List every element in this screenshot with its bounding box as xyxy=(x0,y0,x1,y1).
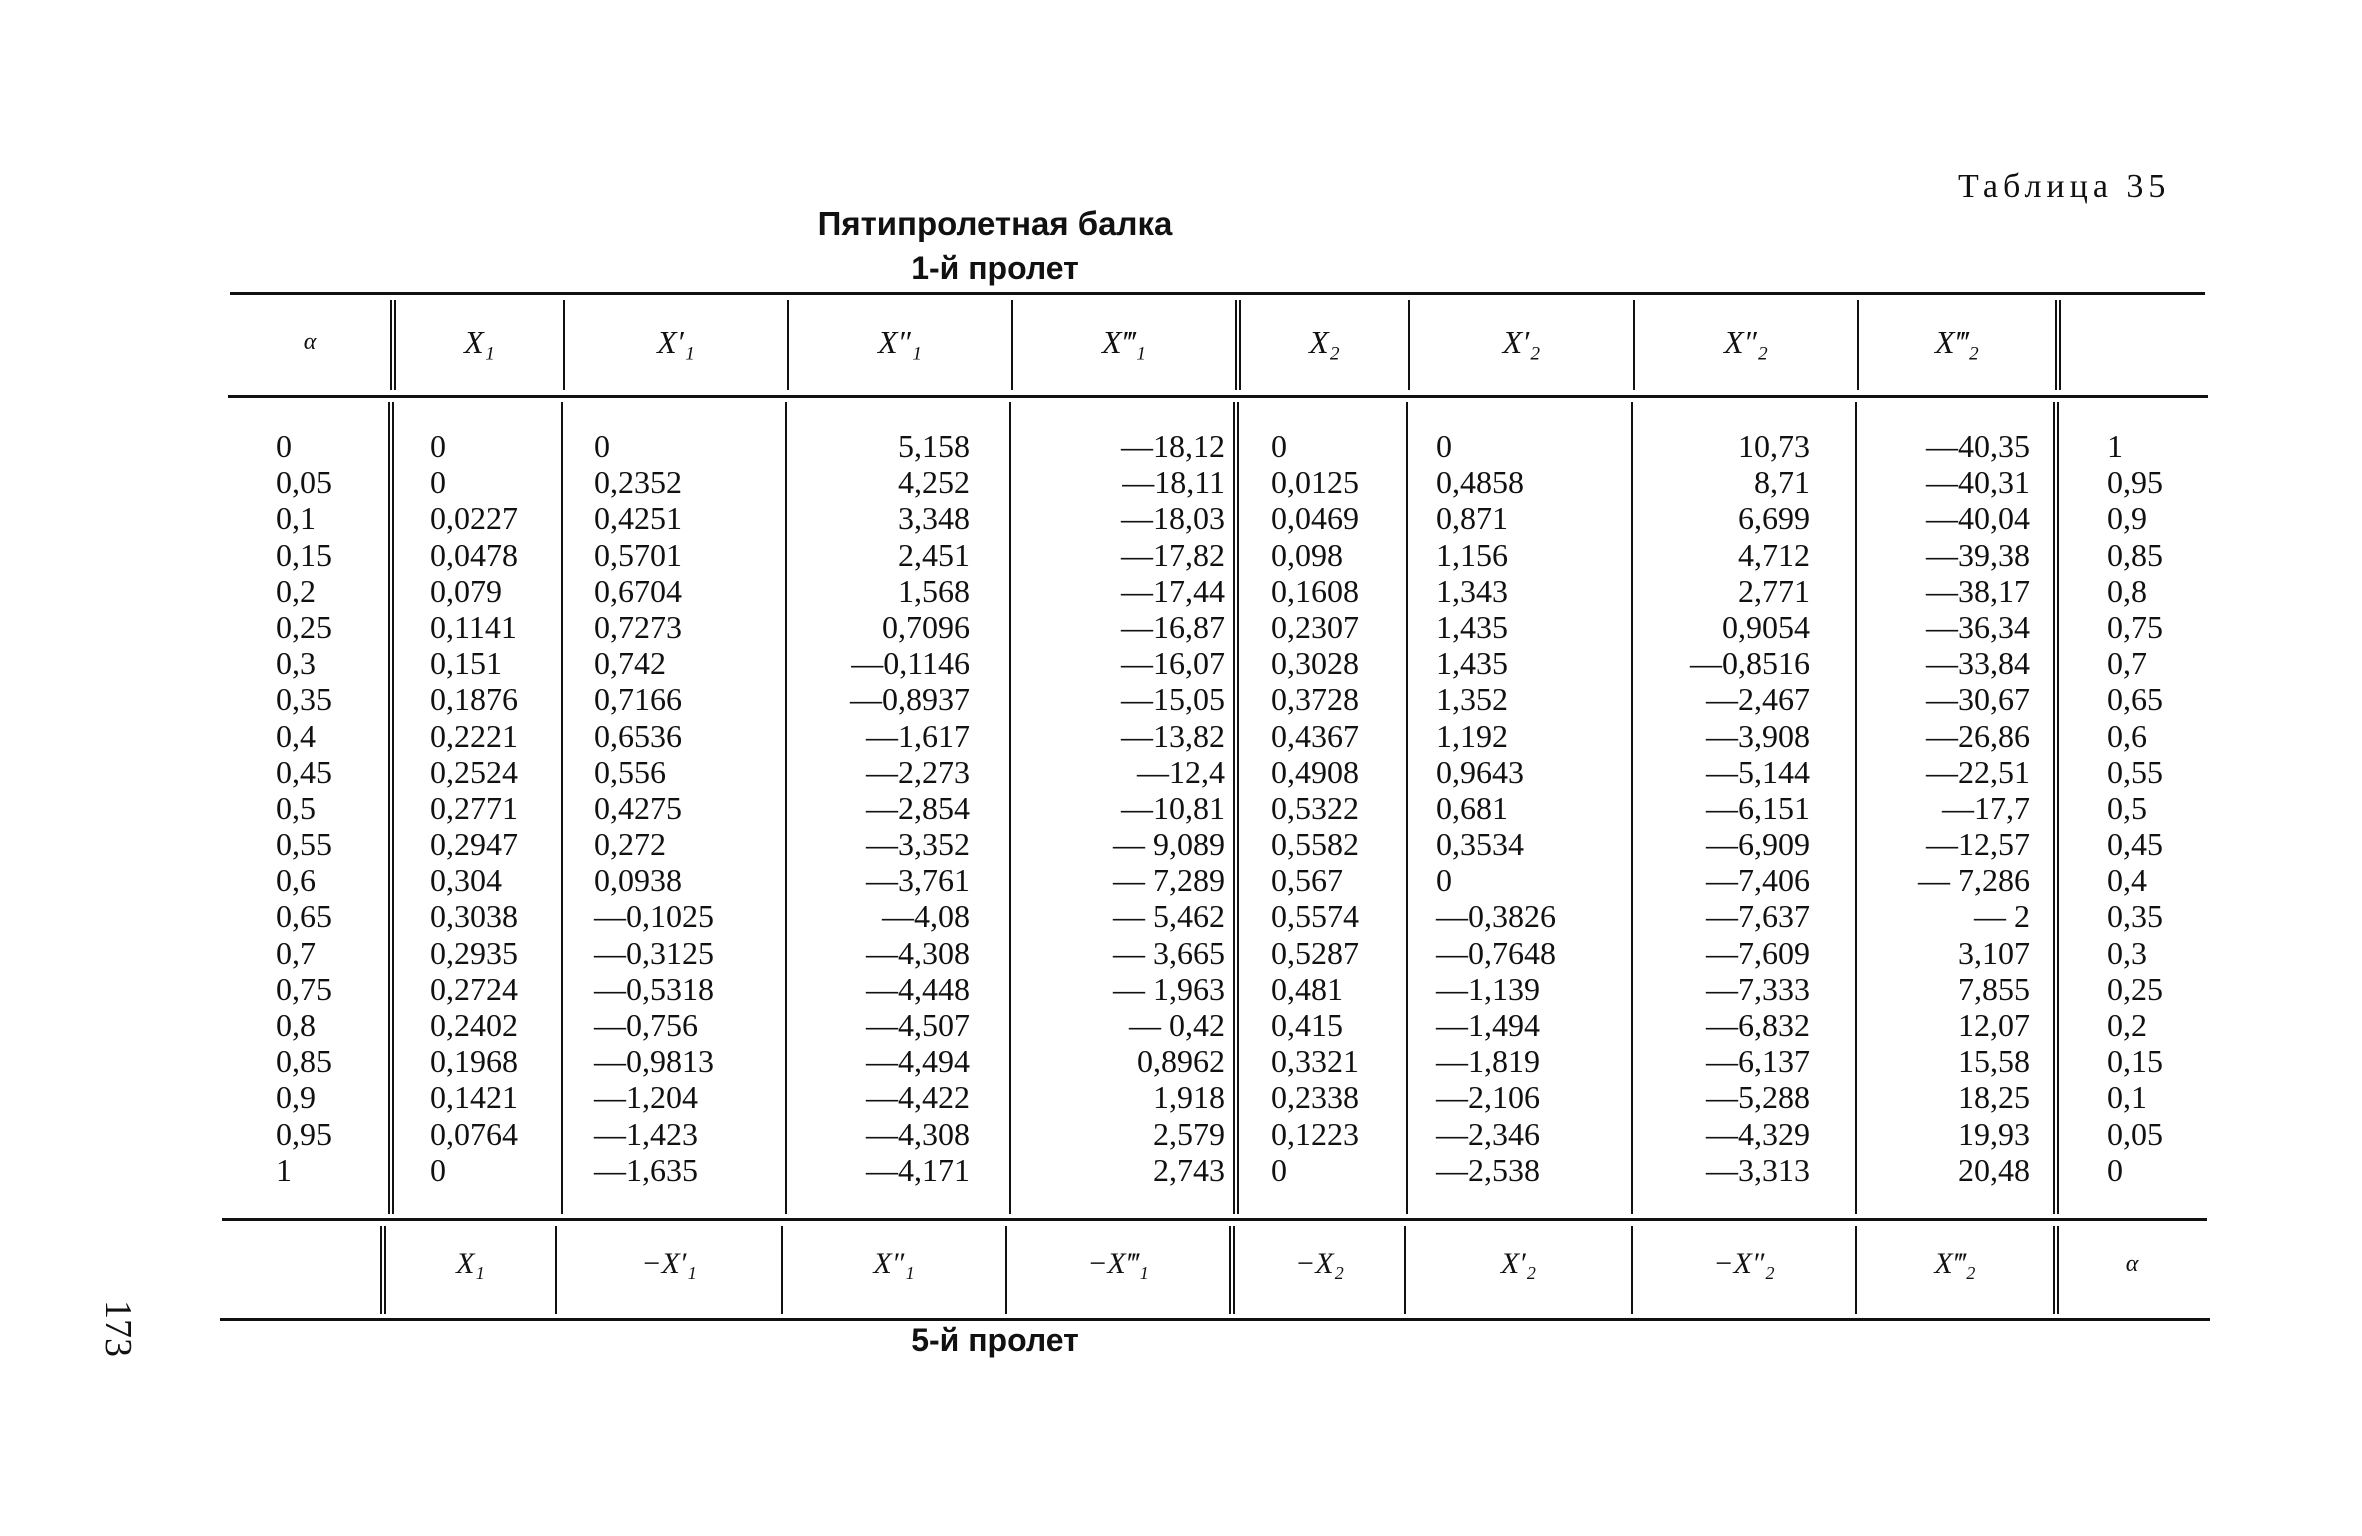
table-cell: —3,908 xyxy=(1706,717,1810,754)
table-cell: —10,81 xyxy=(1121,789,1225,826)
table-cell: 0 xyxy=(430,428,446,464)
table-cell: 0,3028 xyxy=(1271,645,1359,682)
table-cell: 0 xyxy=(1436,862,1452,899)
table-cell: 0,35 xyxy=(276,681,332,718)
table-cell: 2,771 xyxy=(1738,572,1810,609)
table-cell: —6,151 xyxy=(1706,789,1810,826)
table-cell: —4,494 xyxy=(866,1043,970,1080)
table-cell: 0,5701 xyxy=(594,536,682,573)
table-cell: —0,1146 xyxy=(851,645,970,682)
table-cell: 0,5 xyxy=(276,789,316,826)
table-cell: 0,5 xyxy=(2107,789,2147,826)
table-cell: —33,84 xyxy=(1926,645,2030,682)
table-cell: —39,38 xyxy=(1926,536,2030,573)
table-cell: 0,4908 xyxy=(1271,753,1359,790)
table-cell: — 7,286 xyxy=(1918,862,2030,899)
table-cell: 18,25 xyxy=(1958,1079,2030,1116)
table-cell: —3,352 xyxy=(866,826,970,863)
table-cell: 0,05 xyxy=(276,464,332,501)
table-cell: 0,272 xyxy=(594,826,666,863)
table-cell: 0,2402 xyxy=(430,1007,518,1043)
table-cell: 0,2 xyxy=(276,572,316,609)
table-cell: 0,5287 xyxy=(1271,934,1359,971)
table-cell: —0,756 xyxy=(594,1007,698,1043)
table-cell: —2,106 xyxy=(1436,1079,1540,1116)
table-cell: —18,03 xyxy=(1121,500,1225,537)
table-cell: —3,761 xyxy=(866,862,970,899)
table-cell: —16,07 xyxy=(1121,645,1225,682)
table-cell: 5,158 xyxy=(898,428,970,464)
table-cell: —4,171 xyxy=(866,1151,970,1188)
table-cell: 0,4858 xyxy=(1436,464,1524,501)
table-cell: —40,31 xyxy=(1926,464,2030,501)
table-cell: 1,918 xyxy=(1153,1079,1225,1116)
table-cell: 0,1608 xyxy=(1271,572,1359,609)
column-x2-triple-prime xyxy=(1870,428,2030,1188)
table-cell: —3,313 xyxy=(1706,1151,1810,1188)
table-cell: 0,3038 xyxy=(430,898,518,935)
table-cell: —1,494 xyxy=(1436,1007,1540,1043)
table-cell: — 0,42 xyxy=(1129,1007,1225,1043)
vrule-double xyxy=(1233,402,1239,1214)
footer-cell-alpha: α xyxy=(2125,1250,2139,1277)
table-cell: 0,0938 xyxy=(594,862,682,899)
table-cell: 1,352 xyxy=(1436,681,1508,718)
table-cell: 0,8962 xyxy=(1137,1043,1225,1080)
table-cell: 0,2935 xyxy=(430,934,518,971)
table-cell: 0,2771 xyxy=(430,789,518,826)
header-cell-x2: X₂ xyxy=(1309,323,1340,360)
table-cell: —6,832 xyxy=(1706,1007,1810,1043)
table-cell: 0,05 xyxy=(2107,1115,2163,1152)
footer-cell-neg-x1-prime: −X′₁ xyxy=(641,1247,697,1280)
table-cell: 3,348 xyxy=(898,500,970,537)
footer-cell-neg-x2-double-prime: −X″₂ xyxy=(1713,1247,1775,1280)
header-cell-x1-prime: X′₁ xyxy=(657,323,695,360)
table-cell: —15,05 xyxy=(1121,681,1225,718)
table-cell: 20,48 xyxy=(1958,1151,2030,1188)
footer-cell-x1-double-prime: X″₁ xyxy=(873,1247,915,1280)
table-cell: 1 xyxy=(2107,428,2123,464)
footer-cell-empty xyxy=(222,1222,380,1306)
table-cell: —38,17 xyxy=(1926,572,2030,609)
table-cell: —4,507 xyxy=(866,1007,970,1043)
table-cell: 0,742 xyxy=(594,645,666,682)
table-cell: 0,75 xyxy=(276,970,332,1007)
table-cell: —17,7 xyxy=(1942,789,2030,826)
table-cell: 0 xyxy=(1436,428,1452,464)
table-cell: 0,9 xyxy=(276,1079,316,1116)
table-cell: 0,4 xyxy=(2107,862,2147,899)
table-cell: 1,435 xyxy=(1436,608,1508,645)
table-cell: —0,1025 xyxy=(594,898,714,935)
header-cell-x1-double-prime: X″₁ xyxy=(878,323,922,360)
table-cell: —7,637 xyxy=(1706,898,1810,935)
table-cell: 4,712 xyxy=(1738,536,1810,573)
table-cell: — 9,089 xyxy=(1113,826,1225,863)
table-cell: 0,65 xyxy=(276,898,332,935)
table-cell: 0,151 xyxy=(430,645,502,682)
table-cell: —26,86 xyxy=(1926,717,2030,754)
table-cell: —1,617 xyxy=(866,717,970,754)
table-cell: 8,71 xyxy=(1754,464,1810,501)
table-title: Пятипролетная балка xyxy=(817,205,1173,242)
table-cell: 0 xyxy=(276,428,292,464)
table-cell: —16,87 xyxy=(1121,608,1225,645)
table-cell: 0 xyxy=(2107,1151,2123,1188)
table-cell: 15,58 xyxy=(1958,1043,2030,1080)
table-cell: —0,9813 xyxy=(594,1043,714,1080)
table-cell: —5,144 xyxy=(1706,753,1810,790)
table-cell: 0,95 xyxy=(2107,464,2163,501)
table-cell: —0,8516 xyxy=(1690,645,1810,682)
header-cell-x2-double-prime: X″₂ xyxy=(1724,323,1768,360)
table-cell: 0,5582 xyxy=(1271,826,1359,863)
table-cell: 0,6 xyxy=(276,862,316,899)
header-cell-alpha: α xyxy=(303,328,317,355)
rule-header-bottom xyxy=(228,395,2208,398)
table-cell: —4,448 xyxy=(866,970,970,1007)
table-cell: 0 xyxy=(430,464,446,501)
header-cell-x2-prime: X′₂ xyxy=(1502,323,1541,360)
table-cell: 0,55 xyxy=(2107,753,2163,790)
table-cell: — 1,963 xyxy=(1113,970,1225,1007)
table-cell: —0,8937 xyxy=(850,681,970,718)
table-cell: 0,2221 xyxy=(430,717,518,754)
table-cell: —2,346 xyxy=(1436,1115,1540,1152)
table-cell: — 3,665 xyxy=(1113,934,1225,971)
table-cell: —13,82 xyxy=(1121,717,1225,754)
table-cell: — 7,289 xyxy=(1113,862,1225,899)
table-cell: 0,2307 xyxy=(1271,608,1359,645)
table-cell: —1,139 xyxy=(1436,970,1540,1007)
table-cell: 0,5322 xyxy=(1271,789,1359,826)
table-cell: 7,855 xyxy=(1958,970,2030,1007)
rule-footer-bottom xyxy=(220,1318,2210,1321)
table-cell: —36,34 xyxy=(1926,608,2030,645)
column-alpha-reversed xyxy=(2107,428,2202,1188)
table-cell: 0,85 xyxy=(276,1043,332,1080)
table-cell: 0,3728 xyxy=(1271,681,1359,718)
table-cell: 0,6704 xyxy=(594,572,682,609)
table-cell: 12,07 xyxy=(1958,1007,2030,1043)
table-cell: 0,4275 xyxy=(594,789,682,826)
rule-top xyxy=(230,292,2205,295)
table-cell: 0,15 xyxy=(2107,1043,2163,1080)
table-cell: 0,1421 xyxy=(430,1079,518,1116)
table-cell: — 5,462 xyxy=(1113,898,1225,935)
table-cell: —4,422 xyxy=(866,1079,970,1116)
table-cell: —40,35 xyxy=(1926,428,2030,464)
table-cell: 0,35 xyxy=(2107,898,2163,935)
table-cell: 0,7 xyxy=(276,934,316,971)
table-cell: 0,0764 xyxy=(430,1115,518,1152)
table-cell: 0,0227 xyxy=(430,500,518,537)
table-cell: —30,67 xyxy=(1926,681,2030,718)
header-cell-x2-triple-prime: X‴₂ xyxy=(1934,323,1980,360)
footer-cell-x2-prime: X′₂ xyxy=(1500,1247,1537,1280)
table-cell: 0,85 xyxy=(2107,536,2163,573)
table-cell: 0,871 xyxy=(1436,500,1508,537)
rule-body-bottom xyxy=(222,1218,2207,1221)
table-cell: 0,2 xyxy=(2107,1007,2147,1043)
footer-cell-neg-x2: −X₂ xyxy=(1295,1247,1344,1280)
table-cell: 0,556 xyxy=(594,753,666,790)
table-cell: 0,8 xyxy=(2107,572,2147,609)
table-cell: —7,333 xyxy=(1706,970,1810,1007)
table-cell: —7,609 xyxy=(1706,934,1810,971)
column-x1-prime xyxy=(594,428,774,1188)
table-cell: 0,1223 xyxy=(1271,1115,1359,1152)
footer-cell-neg-x1-triple-prime: −X‴₁ xyxy=(1087,1247,1149,1280)
table-cell: 0,45 xyxy=(2107,826,2163,863)
span-label-top: 1-й пролет xyxy=(911,250,1079,286)
table-cell: —7,406 xyxy=(1706,862,1810,899)
header-cell-x1-triple-prime: X‴₁ xyxy=(1101,323,1147,360)
table-cell: 0,304 xyxy=(430,862,502,899)
column-alpha xyxy=(276,428,376,1188)
column-x2-double-prime xyxy=(1640,428,1810,1188)
span-label-bottom: 5-й пролет xyxy=(911,1322,1079,1358)
table-cell: —6,137 xyxy=(1706,1043,1810,1080)
table-label: Таблица 35 xyxy=(1958,168,2171,205)
table-cell: —0,3826 xyxy=(1436,898,1556,935)
table-cell: 3,107 xyxy=(1958,934,2030,971)
table-cell: 0,7273 xyxy=(594,608,682,645)
page-number: 173 xyxy=(97,1300,139,1357)
table-cell: 0,7 xyxy=(2107,645,2147,682)
table-cell: 0,3321 xyxy=(1271,1043,1359,1080)
table-cell: 2,451 xyxy=(898,536,970,573)
table-cell: 0,9643 xyxy=(1436,753,1524,790)
table-cell: 0,3 xyxy=(2107,934,2147,971)
table-cell: —18,12 xyxy=(1121,428,1225,464)
table-cell: —1,635 xyxy=(594,1151,698,1188)
table-cell: 0,1876 xyxy=(430,681,518,718)
table-cell: 0,1 xyxy=(2107,1079,2147,1116)
table-cell: 0,4 xyxy=(276,717,316,754)
table-cell: 0,3534 xyxy=(1436,826,1524,863)
table-cell: —0,7648 xyxy=(1436,934,1556,971)
vrule xyxy=(1009,402,1011,1214)
header-cell-empty xyxy=(2061,300,2205,384)
table-cell: —4,329 xyxy=(1706,1115,1810,1152)
table-cell: 0,2524 xyxy=(430,753,518,790)
table-cell: 6,699 xyxy=(1738,500,1810,537)
table-cell: 0,15 xyxy=(276,536,332,573)
table-cell: 0,2724 xyxy=(430,970,518,1007)
table-cell: 10,73 xyxy=(1738,428,1810,464)
table-cell: 0,3 xyxy=(276,645,316,682)
table-cell: 0,415 xyxy=(1271,1007,1343,1043)
table-cell: —17,44 xyxy=(1121,572,1225,609)
table-cell: —40,04 xyxy=(1926,500,2030,537)
table-cell: 0,2352 xyxy=(594,464,682,501)
table-cell: 0,6 xyxy=(2107,717,2147,754)
table-cell: —4,308 xyxy=(866,1115,970,1152)
table-cell: 0,55 xyxy=(276,826,332,863)
table-cell: 2,743 xyxy=(1153,1151,1225,1188)
table-cell: 1,435 xyxy=(1436,645,1508,682)
table-cell: —12,57 xyxy=(1926,826,2030,863)
table-cell: —5,288 xyxy=(1706,1079,1810,1116)
table-cell: 0,079 xyxy=(430,572,502,609)
table-cell: —0,3125 xyxy=(594,934,714,971)
table-cell: 0,1 xyxy=(276,500,316,537)
table-cell: 0,567 xyxy=(1271,862,1343,899)
table-cell: 0,8 xyxy=(276,1007,316,1043)
table-cell: 0,0478 xyxy=(430,536,518,573)
table-cell: 0 xyxy=(430,1151,446,1188)
table-cell: 0,0125 xyxy=(1271,464,1359,501)
table-cell: — 2 xyxy=(1974,898,2030,935)
table-cell: 0,1968 xyxy=(430,1043,518,1080)
table-cell: 0,5574 xyxy=(1271,898,1359,935)
table-cell: 0,2338 xyxy=(1271,1079,1359,1116)
table-cell: —1,423 xyxy=(594,1115,698,1152)
table-cell: —4,08 xyxy=(882,898,970,935)
vrule xyxy=(561,402,563,1214)
table-cell: —18,11 xyxy=(1122,464,1225,501)
table-cell: 2,579 xyxy=(1153,1115,1225,1152)
vrule-double xyxy=(388,402,394,1214)
column-x2-prime xyxy=(1436,428,1616,1188)
table-cell: 1,343 xyxy=(1436,572,1508,609)
table-cell: —4,308 xyxy=(866,934,970,971)
table-cell: 0,95 xyxy=(276,1115,332,1152)
table-cell: 0,1141 xyxy=(430,608,517,645)
table-cell: 0,65 xyxy=(2107,681,2163,718)
table-cell: 0 xyxy=(594,428,610,464)
table-cell: 19,93 xyxy=(1958,1115,2030,1152)
table-cell: 0,25 xyxy=(276,608,332,645)
table-cell: —6,909 xyxy=(1706,826,1810,863)
table-cell: 0 xyxy=(1271,1151,1287,1188)
table-cell: 1,156 xyxy=(1436,536,1508,573)
vrule xyxy=(1631,402,1633,1214)
table-cell: 0,098 xyxy=(1271,536,1343,573)
column-x2 xyxy=(1271,428,1401,1188)
vrule xyxy=(1855,402,1857,1214)
table-cell: 0,7166 xyxy=(594,681,682,718)
table-cell: —2,273 xyxy=(866,753,970,790)
table-cell: 1 xyxy=(276,1151,292,1188)
table-cell: 0,25 xyxy=(2107,970,2163,1007)
header-cell-x1: X₁ xyxy=(464,323,495,360)
table-cell: 0,6536 xyxy=(594,717,682,754)
table-cell: —2,538 xyxy=(1436,1151,1540,1188)
column-x1 xyxy=(430,428,555,1188)
table-cell: 1,192 xyxy=(1436,717,1508,754)
table-cell: 0,681 xyxy=(1436,789,1508,826)
table-cell: 0,9 xyxy=(2107,500,2147,537)
table-cell: —12,4 xyxy=(1137,753,1225,790)
table-cell: —1,204 xyxy=(594,1079,698,1116)
table-cell: 0,4367 xyxy=(1271,717,1359,754)
table-cell: 1,568 xyxy=(898,572,970,609)
table-cell: —22,51 xyxy=(1926,753,2030,790)
table-cell: 0,7096 xyxy=(882,608,970,645)
table-cell: —17,82 xyxy=(1121,536,1225,573)
table-cell: 0,9054 xyxy=(1722,608,1810,645)
footer-cell-x2-triple-prime: X‴₂ xyxy=(1934,1247,1976,1280)
table-cell: 0,75 xyxy=(2107,608,2163,645)
table-cell: —0,5318 xyxy=(594,970,714,1007)
column-x1-double-prime xyxy=(790,428,970,1188)
table-cell: 4,252 xyxy=(898,464,970,501)
table-cell: —1,819 xyxy=(1436,1043,1540,1080)
table-cell: 0 xyxy=(1271,428,1287,464)
table-cell: 0,45 xyxy=(276,753,332,790)
table-cell: 0,2947 xyxy=(430,826,518,863)
table-cell: 0,4251 xyxy=(594,500,682,537)
column-x1-triple-prime xyxy=(1030,428,1225,1188)
table-cell: 0,481 xyxy=(1271,970,1343,1007)
footer-cell-x1: X₁ xyxy=(456,1247,485,1280)
table-cell: 0,0469 xyxy=(1271,500,1359,537)
table-cell: —2,854 xyxy=(866,789,970,826)
vrule xyxy=(1406,402,1408,1214)
vrule xyxy=(785,402,787,1214)
table-cell: —2,467 xyxy=(1706,681,1810,718)
vrule-double xyxy=(2053,402,2059,1214)
